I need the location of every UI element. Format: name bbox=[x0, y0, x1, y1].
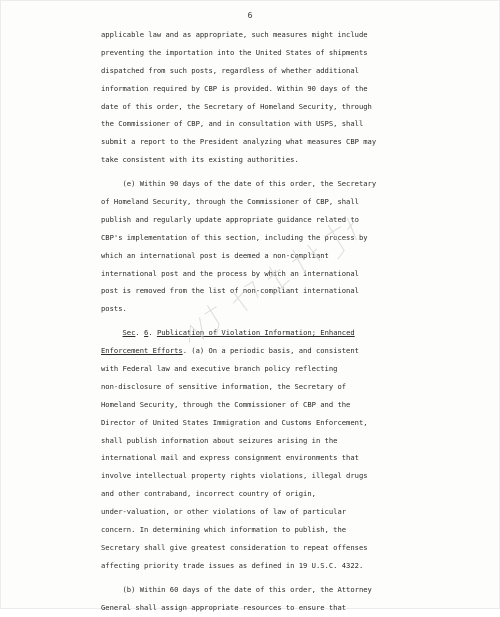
text-line bbox=[101, 324, 401, 342]
text-segment: shall publish information about seizures arising in the bbox=[101, 435, 338, 445]
text-segment: Homeland Security, through the Commissioner of CBP and the bbox=[101, 399, 351, 409]
text-segment: take consistent with its existing authorities. bbox=[101, 155, 299, 165]
underlined-text: Publication of Violation Information; Enhanced bbox=[156, 328, 355, 338]
text-segment: . bbox=[148, 328, 157, 338]
text-segment: date of this order, the Secretary of Homeland Security, through bbox=[101, 101, 372, 111]
text-segment: the Commissioner of CBP, and in consultation with USPS, shall bbox=[101, 119, 364, 129]
text-line bbox=[101, 360, 401, 378]
text-line bbox=[101, 449, 401, 467]
text-segment: with Federal law and executive branch policy reflecting bbox=[101, 364, 338, 374]
document-body bbox=[101, 26, 401, 617]
text-segment: affecting priority trade issues as defined in 19 U.S.C. 4322. bbox=[101, 560, 364, 570]
paragraph bbox=[101, 26, 401, 169]
text-segment bbox=[101, 328, 123, 337]
text-line bbox=[101, 300, 401, 318]
text-line bbox=[101, 342, 401, 360]
text-segment: international mail and express consignment environments that bbox=[101, 453, 359, 463]
paragraph bbox=[101, 175, 401, 318]
text-segment: information required by CBP is provided. Within 90 days of the bbox=[101, 83, 368, 93]
text-segment: submit a report to the President analyzing what measures CBP may bbox=[101, 137, 377, 147]
page-number: 6 bbox=[247, 11, 253, 20]
text-line bbox=[101, 44, 401, 62]
text-segment: Secretary shall give greatest consideration to repeat offenses bbox=[101, 542, 368, 552]
text-segment: preventing the importation into the United States of shipments bbox=[101, 47, 368, 57]
text-line bbox=[101, 414, 401, 432]
text-line bbox=[101, 521, 401, 539]
text-segment: which an international post is deemed a non-compliant bbox=[101, 250, 329, 260]
text-segment: under-valuation, or other violations of law of particular bbox=[101, 507, 347, 517]
text-segment: dispatched from such posts, regardless of whether additional bbox=[101, 65, 359, 75]
text-line bbox=[101, 133, 401, 151]
text-line bbox=[101, 26, 401, 44]
text-segment: (b) Within 60 days of the date of this order, the Attorney bbox=[101, 584, 372, 594]
text-segment: international post and the process by which an international bbox=[101, 268, 359, 278]
text-segment: of Homeland Security, through the Commissioner of CBP, shall bbox=[101, 197, 359, 207]
text-segment: applicable law and as appropriate, such measures might include bbox=[101, 30, 368, 39]
underlined-text: Enforcement Efforts bbox=[101, 346, 183, 356]
text-line bbox=[101, 396, 401, 414]
text-segment: . (a) On a periodic basis, and consistent bbox=[182, 346, 359, 356]
underlined-text: Sec bbox=[122, 328, 136, 338]
text-line bbox=[101, 581, 401, 599]
text-segment: posts. bbox=[101, 304, 127, 314]
paragraph bbox=[101, 581, 401, 617]
text-line bbox=[101, 211, 401, 229]
text-segment: . bbox=[135, 328, 145, 338]
text-line bbox=[101, 80, 401, 98]
text-segment: General shall assign appropriate resources to ensure that bbox=[101, 602, 347, 612]
text-line bbox=[101, 151, 401, 169]
text-line bbox=[101, 378, 401, 396]
text-line bbox=[101, 98, 401, 116]
text-line bbox=[101, 539, 401, 557]
text-line bbox=[101, 282, 401, 300]
text-line bbox=[101, 485, 401, 503]
text-segment: concern. In determining which information to publish, the bbox=[101, 525, 347, 535]
text-segment: non-disclosure of sensitive information, the Secretary of bbox=[101, 381, 347, 391]
text-line bbox=[101, 193, 401, 211]
text-line bbox=[101, 599, 401, 617]
text-segment: post is removed from the list of non-compliant international bbox=[101, 286, 359, 296]
text-segment: and other contraband, incorrect country of origin, bbox=[101, 489, 316, 499]
text-segment: publish and regularly update appropriate guidance related to bbox=[101, 214, 359, 224]
text-line bbox=[101, 229, 401, 247]
text-segment: CBP's implementation of this section, including the process by bbox=[101, 232, 368, 242]
text-line bbox=[101, 467, 401, 485]
text-line bbox=[101, 503, 401, 521]
text-segment: Director of United States Immigration and Customs Enforcement, bbox=[101, 417, 368, 427]
text-line bbox=[101, 265, 401, 283]
text-segment: involve intellectual property rights violations, illegal drugs bbox=[101, 471, 368, 481]
text-line bbox=[101, 175, 401, 193]
text-line bbox=[101, 247, 401, 265]
paragraph bbox=[101, 324, 401, 574]
text-line bbox=[101, 115, 401, 133]
underlined-text: 6 bbox=[144, 328, 149, 338]
text-segment: (e) Within 90 days of the date of this order, the Secretary bbox=[101, 179, 377, 189]
text-line bbox=[101, 62, 401, 80]
text-line bbox=[101, 432, 401, 450]
text-line bbox=[101, 557, 401, 575]
